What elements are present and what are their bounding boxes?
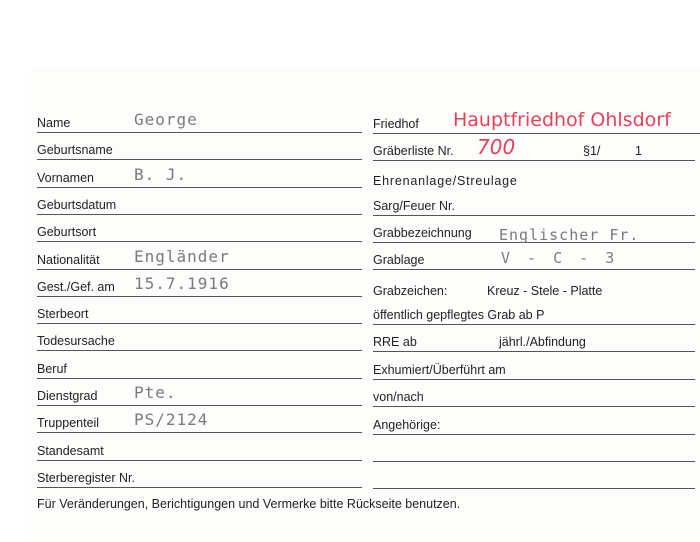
grablage-row [373,243,695,270]
truppenteil-row [37,406,362,433]
beruf-label: Beruf [37,362,67,376]
nationalitaet-value: Engländer [134,247,230,266]
nationalitaet-label: Nationalität [37,253,100,267]
friedhof-label: Friedhof [373,117,419,131]
footer-note: Für Veränderungen, Berichtigungen und Vermerke bitte Rückseite benutzen. [37,497,461,511]
vornamen-row [37,161,362,188]
graeberliste-row [373,134,695,161]
name-label: Name [37,116,71,130]
rre-label: RRE ab [373,335,417,349]
graeberliste-label: Gräberliste Nr. [373,144,454,158]
blank-line-1 [373,435,695,462]
grabbezeichnung-value: Englischer Fr. [499,226,640,244]
vonnach-label: von/nach [373,390,424,404]
geburtsdatum-label: Geburtsdatum [37,198,117,212]
geburtsort-label: Geburtsort [37,225,97,239]
vonnach-row [373,380,695,407]
todesursache-label: Todesursache [37,334,115,348]
name-value: George [134,110,198,129]
angehoerige-label: Angehörige: [373,418,441,432]
truppenteil-value: PS/2124 [134,410,209,429]
exhumiert-label: Exhumiert/Überführt am [373,363,506,377]
standesamt-row [37,434,362,461]
angehoerige-row [373,408,695,435]
sterberegister-label: Sterberegister Nr. [37,471,135,485]
geburtsname-row [37,133,362,160]
name-row [37,106,362,133]
grablage-label: Grablage [373,253,425,267]
grabbezeichnung-row [373,216,695,243]
sarg-label: Sarg/Feuer Nr. [373,199,455,213]
paragraph-value: §1/ [583,144,601,158]
blank-line-2 [373,462,695,489]
friedhof-value: Hauptfriedhof Ohlsdorf [453,109,671,131]
gepflegt-row [373,298,695,325]
dienstgrad-row [37,379,362,406]
dienstgrad-label: Dienstgrad [37,389,98,403]
grabzeichen-label: Grabzeichen: [373,284,448,298]
paragraph-number: 1 [635,144,642,158]
sterbeort-row [37,297,362,324]
vornamen-label: Vornamen [37,171,94,185]
gestorben-row [37,270,362,297]
vornamen-value: B. J. [134,165,188,184]
sterbeort-label: Sterbeort [37,307,89,321]
sarg-row [373,189,695,216]
geburtsname-label: Geburtsname [37,143,113,157]
standesamt-label: Standesamt [37,444,104,458]
exhumiert-row [373,353,695,380]
todesursache-row [37,324,362,351]
friedhof-row [373,107,700,134]
beruf-row [37,352,362,379]
truppenteil-label: Truppenteil [37,416,100,430]
grabzeichen-options: Kreuz - Stele - Platte [487,284,603,298]
rre-row [373,325,695,352]
gestorben-label: Gest./Gef. am [37,280,115,294]
sterberegister-row [37,461,362,488]
grablage-value: V - C - 3 [501,249,619,267]
geburtsdatum-row [37,188,362,215]
grabbezeichnung-label: Grabbezeichnung [373,226,472,240]
ehrenanlage-label: Ehrenanlage/Streulage [373,174,518,188]
geburtsort-row [37,215,362,242]
abfindung-label: jährl./Abfindung [499,335,586,349]
gepflegt-label: öffentlich gepflegtes Grab ab P [373,308,545,322]
nationalitaet-row [37,243,362,270]
dienstgrad-value: Pte. [134,383,177,402]
graeberliste-value: 700 [477,135,516,159]
gestorben-value: 15.7.1916 [134,274,230,293]
